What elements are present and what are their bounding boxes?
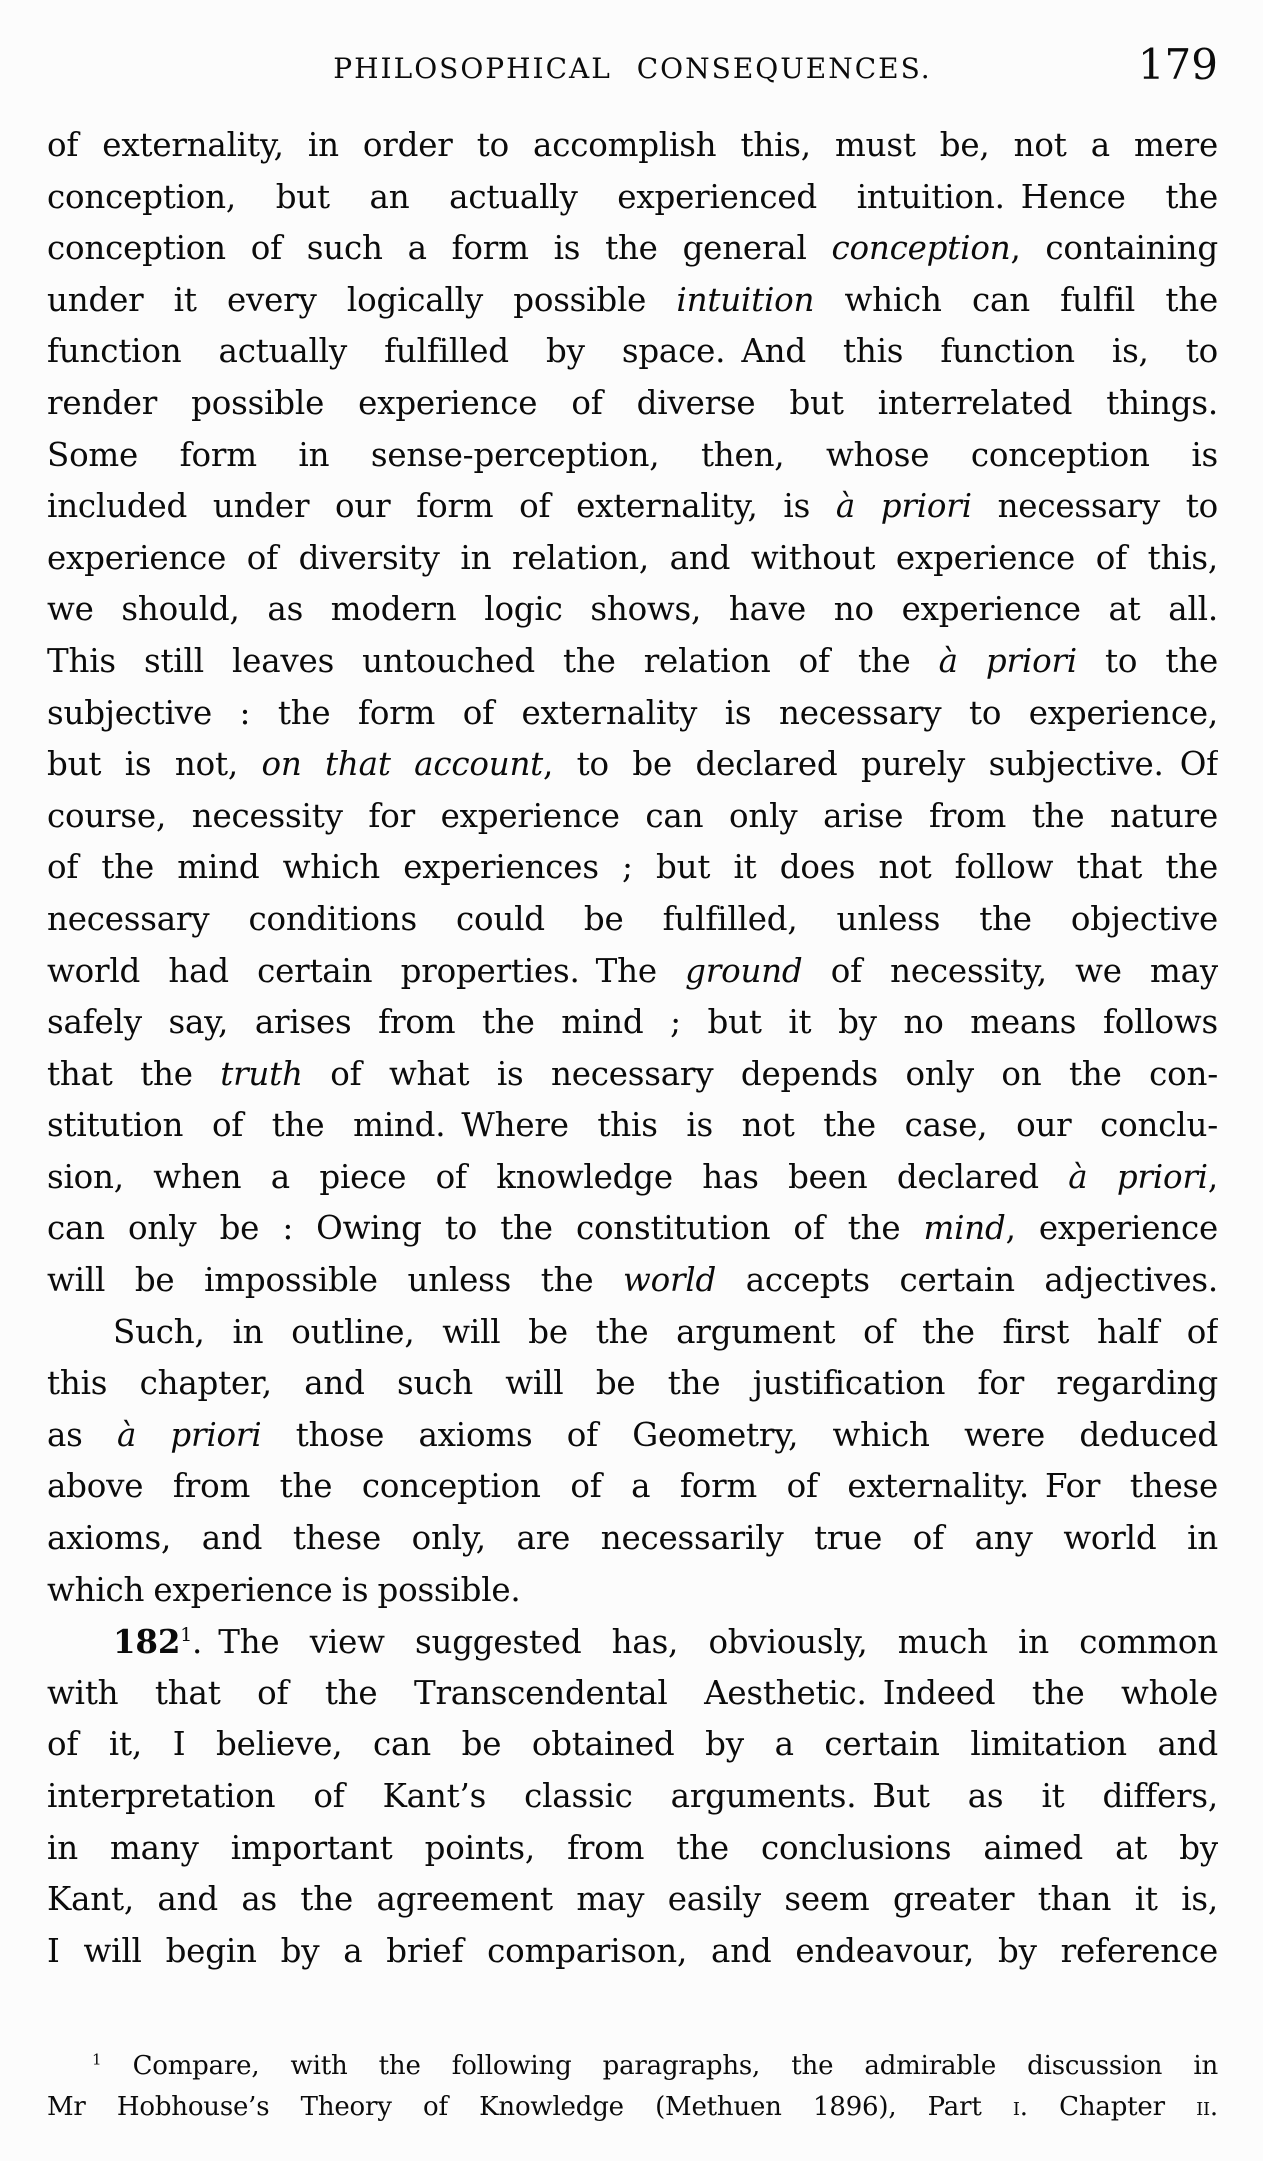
text-run: we should, as modern logic shows, have no experience at all. xyxy=(47,590,1218,629)
text-run: of necessity, we may xyxy=(802,951,1218,990)
text-line xyxy=(47,1616,1218,1668)
text-line xyxy=(47,120,1218,172)
text-run: ii xyxy=(1196,2092,1210,2122)
text-line xyxy=(47,946,1218,998)
text-line xyxy=(47,739,1218,791)
text-run: of externality, in order to accomplish this, must be, not a mere xyxy=(47,126,1218,164)
text-run: mind xyxy=(923,1209,1006,1248)
text-run: . The view suggested has, obviously, much in common xyxy=(192,1623,1218,1662)
text-run: which experience is possible. xyxy=(47,1570,521,1609)
paragraph xyxy=(47,120,1218,1307)
text-run: in many important points, from the conclusions aimed at by xyxy=(47,1828,1218,1867)
text-run: experience of diversity in relation, and without experience of this, xyxy=(47,538,1218,577)
text-line xyxy=(47,172,1218,224)
text-run: render possible experience of diverse but interrelated things. xyxy=(47,383,1218,422)
text-line xyxy=(47,894,1218,946)
text-line xyxy=(47,1461,1218,1513)
page-number: 179 xyxy=(1137,40,1218,89)
text-run: necessary to xyxy=(971,487,1218,526)
text-line xyxy=(47,533,1218,585)
text-run: included under our form of externality, is xyxy=(47,487,836,526)
text-line xyxy=(47,481,1218,533)
text-line xyxy=(47,1410,1218,1462)
text-run: conception of such a form is the general xyxy=(47,229,832,268)
text-run: sion, when a piece of knowledge has been declared xyxy=(47,1157,1069,1196)
text-run: truth xyxy=(220,1054,303,1093)
text-line xyxy=(47,1719,1218,1771)
text-line xyxy=(47,275,1218,327)
text-run: this chapter, and such will be the justification for regarding xyxy=(47,1364,1218,1403)
text-line xyxy=(47,1565,1218,1617)
text-run: above from the conception of a form of externality. For these xyxy=(47,1467,1218,1506)
text-line xyxy=(47,842,1218,894)
text-run: accepts certain adjectives. xyxy=(716,1261,1218,1300)
text-run: world xyxy=(622,1261,717,1300)
text-line xyxy=(47,1823,1218,1875)
text-run: 1 xyxy=(92,2050,102,2069)
text-run: can only be : Owing to the constitution of the xyxy=(47,1209,924,1248)
text-run: with that of the Transcendental Aesthetic. Indeed the whole xyxy=(47,1673,1218,1712)
text-line xyxy=(47,1874,1218,1926)
text-run: of what is necessary depends only on the con- xyxy=(302,1054,1218,1093)
text-line xyxy=(47,1152,1218,1204)
text-line xyxy=(47,1049,1218,1101)
text-line xyxy=(47,1203,1218,1255)
text-run: stitution of the mind. Where this is not the case, our conclu- xyxy=(47,1106,1218,1145)
text-run: of the mind which experiences ; but it does not follow that the xyxy=(47,848,1218,887)
running-head-title: PHILOSOPHICAL CONSEQUENCES. xyxy=(333,52,932,85)
text-line xyxy=(47,430,1218,482)
text-run: This still leaves untouched the relation of the xyxy=(47,641,939,680)
text-run: , to be declared purely subjective. Of xyxy=(543,745,1218,784)
running-head xyxy=(47,40,1218,106)
text-line xyxy=(47,791,1218,843)
text-run: to the xyxy=(1076,641,1218,680)
text-run: that the xyxy=(47,1054,221,1093)
text-run: on that account xyxy=(261,745,544,784)
text-run: Kant, and as the agreement may easily seem greater than it is, xyxy=(47,1880,1218,1919)
text-run: Compare, with the following paragraphs, the admirable discussion in xyxy=(101,2051,1218,2081)
paragraph xyxy=(47,1616,1218,1977)
text-run: of it, I believe, can be obtained by a certain limitation and xyxy=(47,1725,1218,1764)
text-run: conception xyxy=(831,229,1011,268)
text-run: but is not, xyxy=(47,745,262,784)
text-run: à priori xyxy=(116,1415,262,1454)
text-run: ground xyxy=(685,951,803,990)
text-run: 182 xyxy=(113,1622,181,1662)
text-run: , xyxy=(1207,1157,1218,1196)
text-line xyxy=(47,584,1218,636)
text-line xyxy=(47,1513,1218,1565)
text-line xyxy=(47,1668,1218,1720)
text-line xyxy=(47,326,1218,378)
paragraph xyxy=(47,1307,1218,1617)
text-run: à priori xyxy=(938,641,1077,680)
text-run: , experience xyxy=(1005,1209,1218,1248)
text-run: 1 xyxy=(180,1625,193,1647)
text-line xyxy=(47,1358,1218,1410)
text-run: intuition xyxy=(676,280,815,319)
text-run: function actually fulfilled by space. And this function is, to xyxy=(47,332,1218,371)
text-run: conception, but an actually experienced intuition. Hence the xyxy=(47,177,1218,216)
text-run: axioms, and these only, are necessarily true of any world in xyxy=(47,1519,1218,1558)
text-line xyxy=(47,997,1218,1049)
text-line xyxy=(47,1771,1218,1823)
text-line xyxy=(47,1307,1218,1359)
text-run: i xyxy=(1012,2092,1020,2122)
text-run: subjective : the form of externality is necessary to experience, xyxy=(47,693,1218,732)
text-run: à priori xyxy=(1068,1157,1208,1196)
text-line xyxy=(47,1255,1218,1307)
text-run: à priori xyxy=(835,487,972,526)
text-run: will be impossible unless the xyxy=(47,1261,623,1300)
text-run: those axioms of Geometry, which were deduced xyxy=(261,1415,1218,1454)
text-line xyxy=(47,1100,1218,1152)
text-line xyxy=(47,636,1218,688)
text-run: , containing xyxy=(1010,229,1218,268)
text-run: Mr Hobhouse’s Theory of Knowledge (Methuen 1896), Part xyxy=(47,2092,1013,2122)
text-run: under it every logically possible xyxy=(47,280,677,319)
text-run: world had certain properties. The xyxy=(47,951,686,990)
text-run: I will begin by a brief comparison, and endeavour, by reference xyxy=(47,1931,1218,1970)
text-run: safely say, arises from the mind ; but it by no means follows xyxy=(47,1003,1218,1042)
text-run: course, necessity for experience can only arise from the nature xyxy=(47,796,1218,835)
text-run: necessary conditions could be fulfilled, unless the objective xyxy=(47,899,1218,938)
text-line xyxy=(47,378,1218,430)
text-run: Some form in sense-perception, then, whose conception is xyxy=(47,435,1218,474)
text-run: interpretation of Kant’s classic arguments. But as it differs, xyxy=(47,1777,1218,1815)
text-run: as xyxy=(47,1415,117,1454)
text-run: which can fulfil the xyxy=(814,280,1218,319)
text-run: . xyxy=(1209,2092,1218,2122)
body-text xyxy=(47,120,1218,1977)
footnote xyxy=(47,2046,1218,2128)
text-line xyxy=(47,688,1218,740)
text-run: Such, in outline, will be the argument of the first half of xyxy=(113,1312,1218,1351)
text-line xyxy=(47,1926,1218,1978)
text-run: . Chapter xyxy=(1019,2092,1197,2122)
text-line xyxy=(47,223,1218,275)
text-line xyxy=(47,2046,1218,2087)
text-line xyxy=(47,2087,1218,2128)
